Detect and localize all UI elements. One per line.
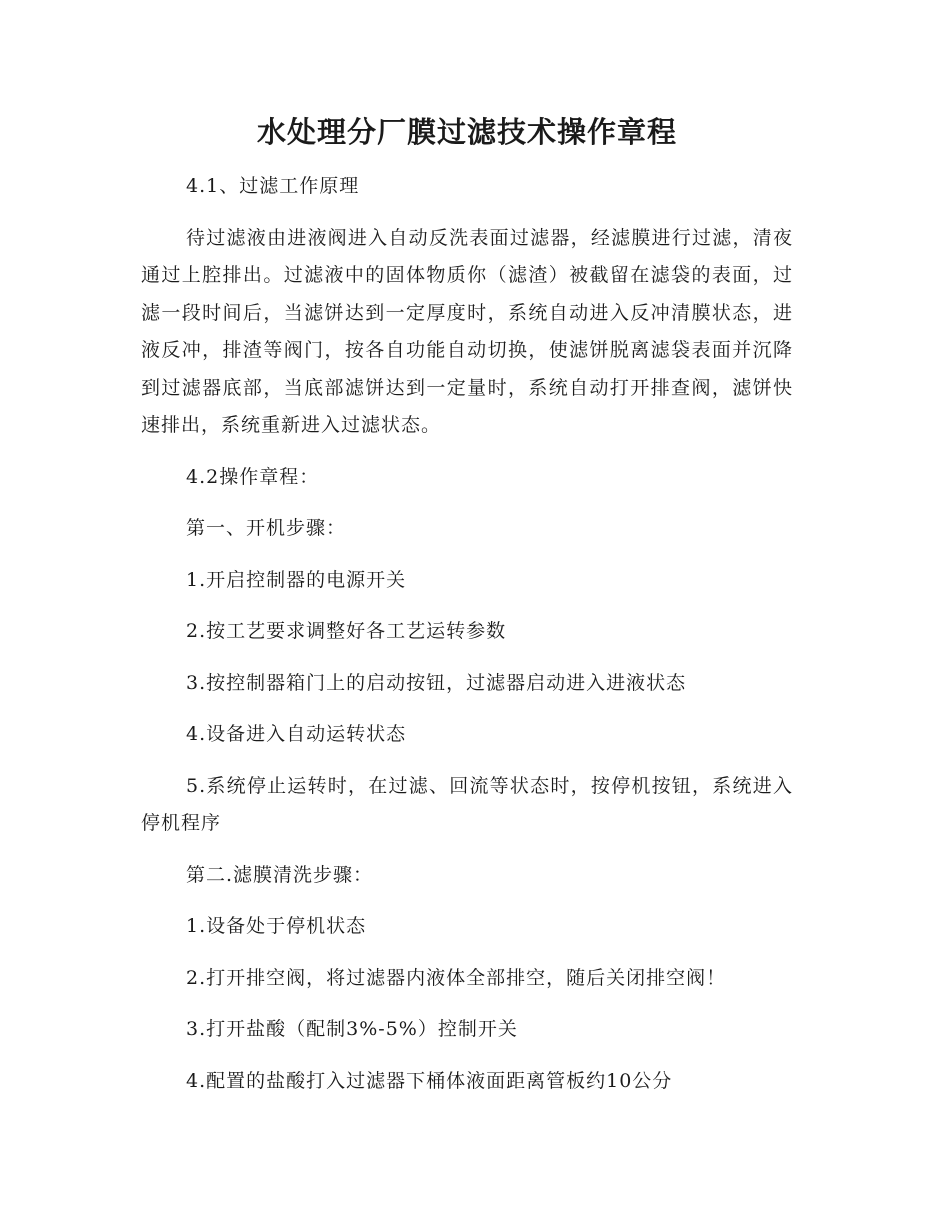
cleaning-step-4: 4.配置的盐酸打入过滤器下桶体液面距离管板约10公分 [186,1069,673,1092]
document-title: 水处理分厂膜过滤技术操作章程 [256,115,677,149]
startup-step-2: 2.按工艺要求调整好各工艺运转参数 [186,620,507,642]
section-heading-procedure: 4.2操作章程： [186,465,320,488]
cleaning-step-3: 3.打开盐酸（配制3%-5%）控制开关 [186,1018,518,1040]
startup-step-5: 5.系统停止运转时，在过滤、回流等状态时，按停机按钮，系统进入停机程序 [141,774,793,834]
principle-body: 待过滤液由进液阀进入自动反洗表面过滤器，经滤膜进行过滤，清夜通过上腔排出。过滤液中的固体物质你（滤渣）被截留在滤袋的表面，过滤一段时间后，当滤饼达到一定厚度时，系统自动进入反冲清膜状态，进液反冲，排渣等阀门，按各自功能自动切换，使滤饼脱离滤袋表面并沉降到过滤器底部，当底部滤饼达到一定量时，系统自动打开排查阀，滤饼快速排出，系统重新进入过滤状态。 [141,226,793,436]
section-heading-principle: 4.1、过滤工作原理 [186,175,360,197]
startup-step-4: 4.设备进入自动运转状态 [186,723,407,745]
cleaning-step-2: 2.打开排空阀，将过滤器内液体全部排空，随后关闭排空阀！ [186,966,727,989]
startup-heading: 第一、开机步骤： [186,517,347,539]
cleaning-heading: 第二.滤膜清洗步骤： [186,863,374,886]
cleaning-step-1: 1.设备处于停机状态 [186,915,367,937]
startup-step-3: 3.按控制器箱门上的启动按钮，过滤器启动进入进液状态 [186,671,687,694]
document-page [141,110,793,1114]
startup-step-1: 1.开启控制器的电源开关 [186,568,407,591]
